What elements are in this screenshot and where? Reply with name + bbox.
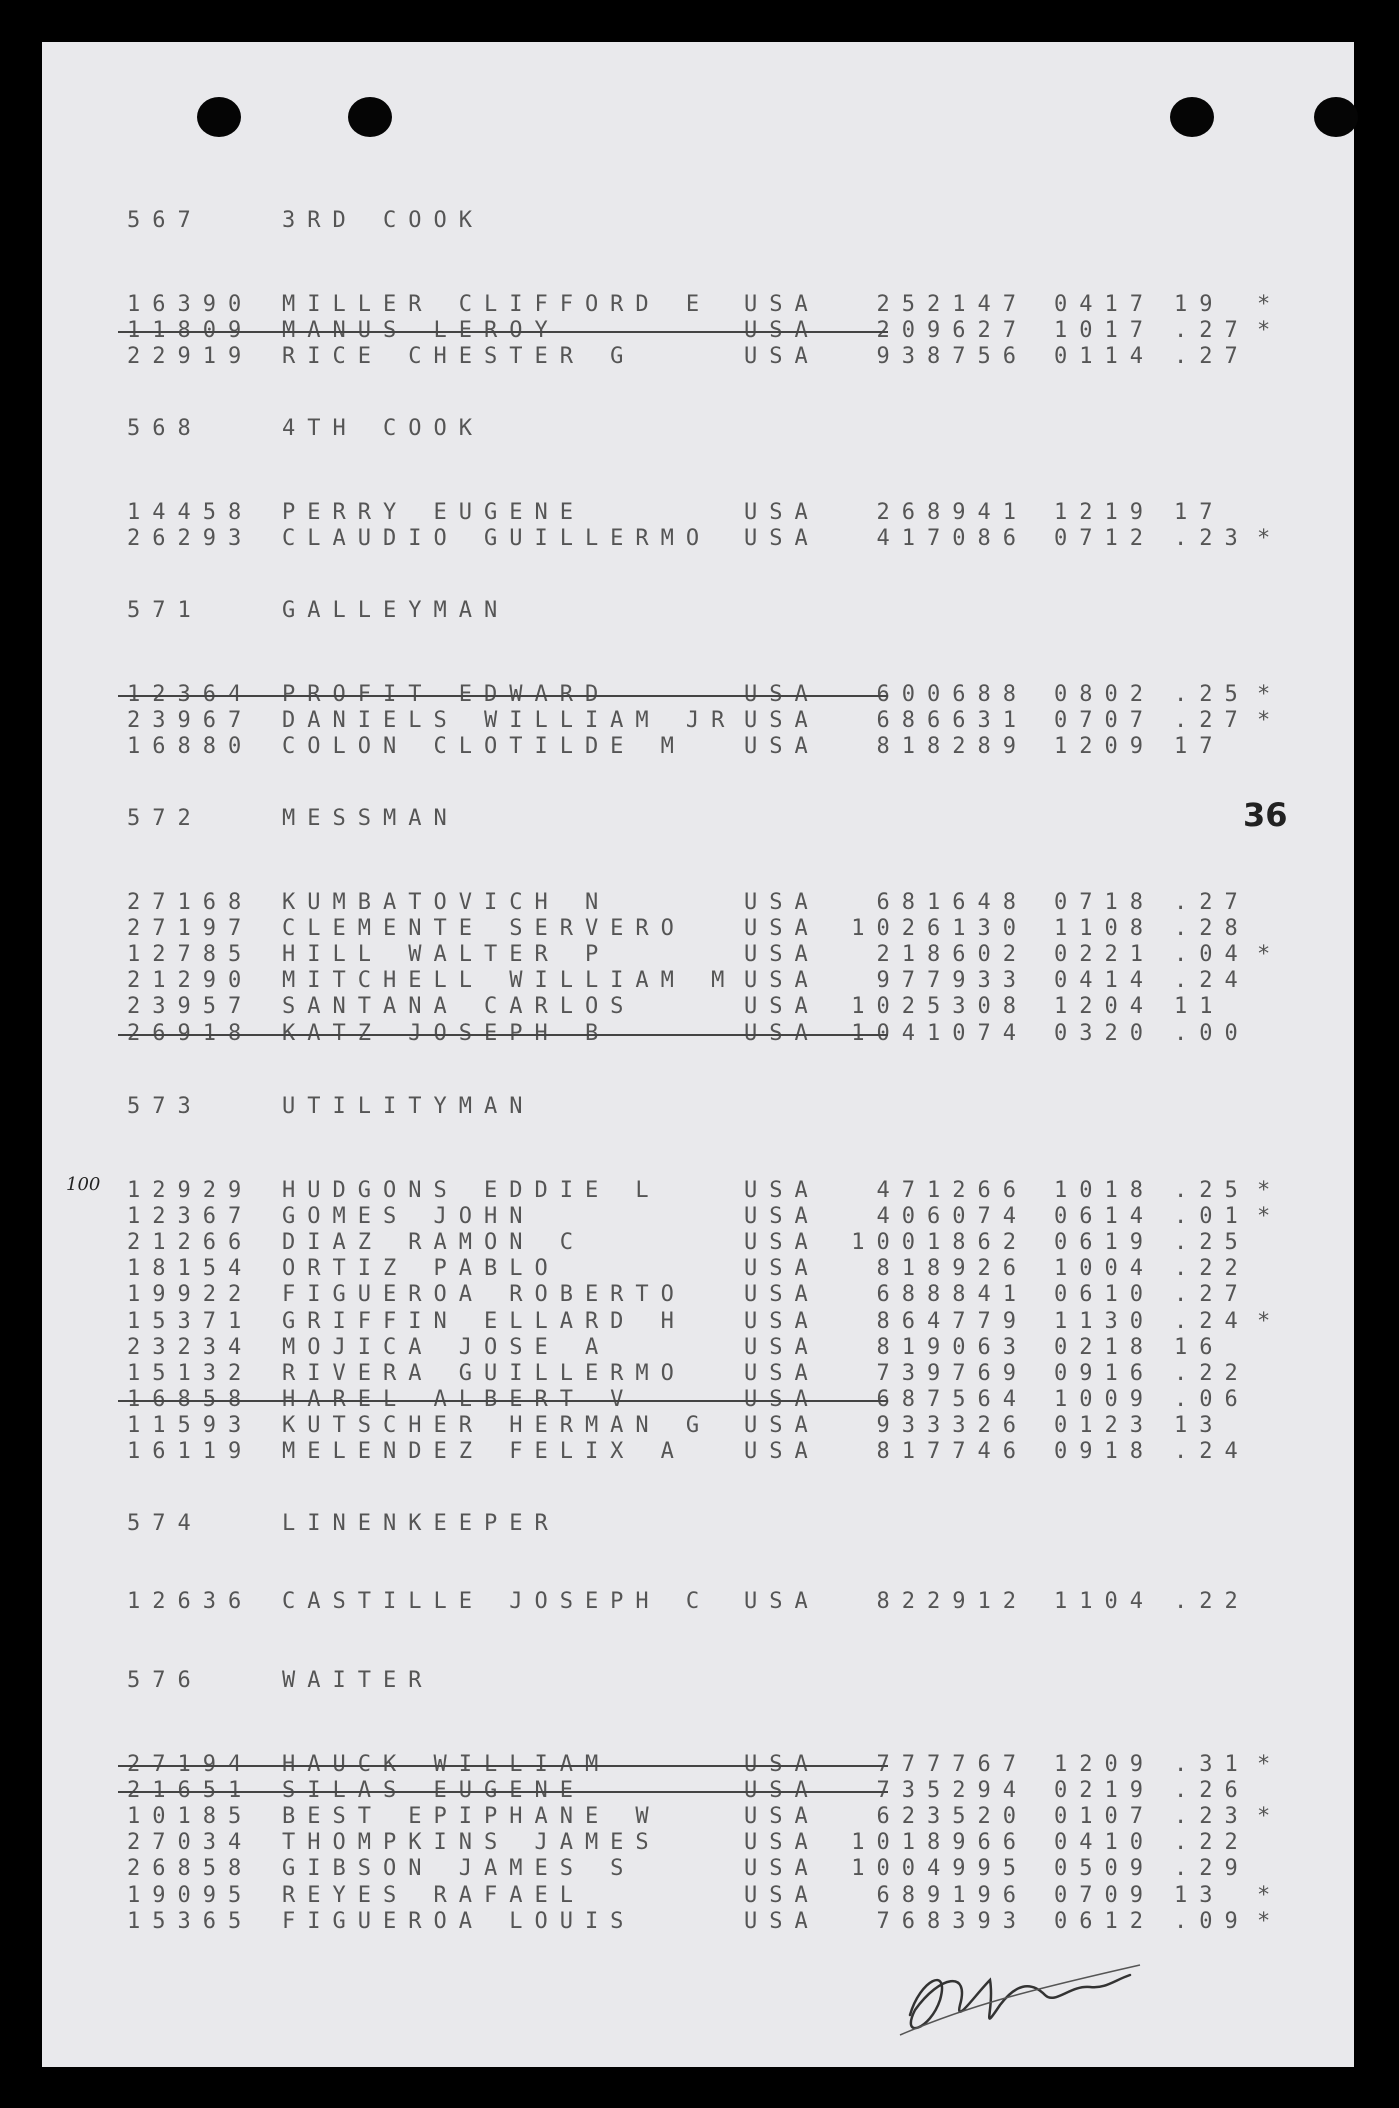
document-number: 1001862 <box>851 1230 1028 1256</box>
crew-name: GRIFFIN ELLARD H <box>282 1308 686 1334</box>
date-code: 0107 <box>1054 1804 1155 1830</box>
crew-name: HILL WALTER P <box>282 942 611 968</box>
rate: .27 <box>1174 890 1250 915</box>
asterisk-mark: * <box>1257 708 1283 734</box>
section-code: 576 <box>127 1668 203 1693</box>
crew-name: MANUS LEROY <box>282 318 560 344</box>
crew-id: 27194 <box>127 1752 254 1777</box>
section-code: 573 <box>127 1094 203 1119</box>
document-number: 1025308 <box>851 994 1028 1020</box>
date-code: 0612 <box>1054 1908 1155 1934</box>
crew-name: SANTANA CARLOS <box>282 994 636 1020</box>
document-number: 777767 <box>876 1752 1028 1777</box>
crew-id: 10185 <box>127 1804 254 1830</box>
crew-id: 11593 <box>127 1412 254 1438</box>
date-code: 0414 <box>1054 968 1155 994</box>
crew-name: PROFIT EDWARD <box>282 682 611 707</box>
crew-name: CLAUDIO GUILLERMO <box>282 526 712 552</box>
section-title: WAITER <box>282 1668 434 1693</box>
date-code: 1004 <box>1054 1256 1155 1282</box>
date-code: 0219 <box>1054 1778 1155 1804</box>
crew-name: SILAS EUGENE <box>282 1778 585 1804</box>
crew-name: FIGUEROA LOUIS <box>282 1908 636 1934</box>
citizenship: USA <box>744 1752 820 1777</box>
rate: 11 <box>1174 994 1225 1020</box>
citizenship: USA <box>744 968 820 994</box>
crew-id: 26293 <box>127 526 254 552</box>
citizenship: USA <box>744 1256 820 1282</box>
citizenship: USA <box>744 1178 820 1203</box>
date-code: 1108 <box>1054 916 1155 942</box>
citizenship: USA <box>744 1882 820 1908</box>
citizenship: USA <box>744 318 820 344</box>
citizenship: USA <box>744 890 820 915</box>
asterisk-mark: * <box>1257 1804 1283 1830</box>
section-title: UTILITYMAN <box>282 1094 535 1119</box>
document-number: 688841 <box>876 1282 1028 1308</box>
citizenship: USA <box>744 994 820 1020</box>
rate: .04 <box>1174 942 1250 968</box>
document-number: 686631 <box>876 708 1028 734</box>
rate: .09 <box>1174 1908 1250 1934</box>
crew-id: 16858 <box>127 1386 254 1412</box>
handwritten-signature <box>880 1925 1160 2045</box>
crew-id: 15132 <box>127 1360 254 1386</box>
crew-id: 19095 <box>127 1882 254 1908</box>
crew-name: PERRY EUGENE <box>282 500 585 525</box>
date-code: 1219 <box>1054 500 1155 525</box>
crew-name: GIBSON JAMES S <box>282 1856 636 1882</box>
crew-id: 21651 <box>127 1778 254 1804</box>
citizenship: USA <box>744 1386 820 1412</box>
document-number: 689196 <box>876 1882 1028 1908</box>
document-number: 417086 <box>876 526 1028 552</box>
crew-name: FIGUEROA ROBERTO <box>282 1282 686 1308</box>
crew-name: KATZ JOSEPH B <box>282 1020 611 1046</box>
document-number: 471266 <box>876 1178 1028 1203</box>
citizenship: USA <box>744 1360 820 1386</box>
section-title: 4TH COOK <box>282 416 484 441</box>
asterisk-mark: * <box>1257 1308 1283 1334</box>
crew-name: CLEMENTE SERVERO <box>282 916 686 942</box>
document-number: 252147 <box>876 292 1028 317</box>
rate: .26 <box>1174 1778 1250 1804</box>
crew-id: 14458 <box>127 500 254 525</box>
citizenship: USA <box>744 708 820 734</box>
date-code: 0221 <box>1054 942 1155 968</box>
rate: .22 <box>1174 1360 1250 1386</box>
asterisk-mark: * <box>1257 526 1283 552</box>
crew-name: RIVERA GUILLERMO <box>282 1360 686 1386</box>
citizenship: USA <box>744 1856 820 1882</box>
rate: .24 <box>1174 1439 1250 1464</box>
asterisk-mark: * <box>1257 1882 1283 1908</box>
date-code: 1104 <box>1054 1589 1155 1614</box>
rate: .23 <box>1174 526 1250 552</box>
date-code: 0614 <box>1054 1204 1155 1230</box>
section-code: 567 <box>127 208 203 233</box>
rate: .22 <box>1174 1256 1250 1282</box>
citizenship: USA <box>744 1020 820 1046</box>
crew-name: REYES RAFAEL <box>282 1882 585 1908</box>
citizenship: USA <box>744 1439 820 1464</box>
citizenship: USA <box>744 500 820 525</box>
date-code: 1209 <box>1054 734 1155 760</box>
crew-name: CASTILLE JOSEPH C <box>282 1589 712 1614</box>
asterisk-mark: * <box>1257 682 1283 707</box>
crew-id: 11809 <box>127 318 254 344</box>
rate: .23 <box>1174 1804 1250 1830</box>
citizenship: USA <box>744 1204 820 1230</box>
crew-id: 21290 <box>127 968 254 994</box>
document-number: 218602 <box>876 942 1028 968</box>
rate: 13 <box>1174 1412 1225 1438</box>
date-code: 0707 <box>1054 708 1155 734</box>
document-number: 818926 <box>876 1256 1028 1282</box>
crew-id: 23957 <box>127 994 254 1020</box>
asterisk-mark: * <box>1257 942 1283 968</box>
asterisk-mark: * <box>1257 1178 1283 1203</box>
document-number: 818289 <box>876 734 1028 760</box>
rate: 17 <box>1174 734 1225 760</box>
document-number: 600688 <box>876 682 1028 707</box>
crew-name: HUDGONS EDDIE L <box>282 1178 661 1203</box>
crew-id: 27197 <box>127 916 254 942</box>
date-code: 0918 <box>1054 1439 1155 1464</box>
section-title: MESSMAN <box>282 806 459 831</box>
crew-name: MITCHELL WILLIAM M <box>282 968 737 994</box>
rate: .29 <box>1174 1856 1250 1882</box>
crew-id: 16880 <box>127 734 254 760</box>
document-number: 209627 <box>876 318 1028 344</box>
crew-id: 23234 <box>127 1334 254 1360</box>
citizenship: USA <box>744 1412 820 1438</box>
date-code: 0916 <box>1054 1360 1155 1386</box>
crew-id: 19922 <box>127 1282 254 1308</box>
crew-name: RICE CHESTER G <box>282 344 636 370</box>
section-code: 574 <box>127 1511 203 1536</box>
citizenship: USA <box>744 1778 820 1804</box>
date-code: 0417 <box>1054 292 1155 317</box>
section-code: 572 <box>127 806 203 831</box>
rate: .24 <box>1174 968 1250 994</box>
crew-id: 12636 <box>127 1589 254 1614</box>
date-code: 0114 <box>1054 344 1155 370</box>
crew-id: 12364 <box>127 682 254 707</box>
rate: .31 <box>1174 1752 1250 1777</box>
rate: .27 <box>1174 1282 1250 1308</box>
rate: .25 <box>1174 682 1250 707</box>
crew-name: MOJICA JOSE A <box>282 1334 611 1360</box>
rate: .27 <box>1174 344 1250 370</box>
crew-name: THOMPKINS JAMES <box>282 1830 661 1856</box>
crew-id: 12929 <box>127 1178 254 1203</box>
rate: 19 <box>1174 292 1225 317</box>
date-code: 0718 <box>1054 890 1155 915</box>
document-number: 406074 <box>876 1204 1028 1230</box>
rate: 13 <box>1174 1882 1225 1908</box>
crew-id: 12367 <box>127 1204 254 1230</box>
rate: .01 <box>1174 1204 1250 1230</box>
citizenship: USA <box>744 942 820 968</box>
date-code: 1017 <box>1054 318 1155 344</box>
date-code: 0619 <box>1054 1230 1155 1256</box>
crew-name: HAREL ALBERT V <box>282 1386 636 1412</box>
citizenship: USA <box>744 682 820 707</box>
crew-id: 18154 <box>127 1256 254 1282</box>
margin-handwritten-note: 100 <box>66 1174 101 1195</box>
document-number: 977933 <box>876 968 1028 994</box>
crew-name: GOMES JOHN <box>282 1204 535 1230</box>
date-code: 0509 <box>1054 1856 1155 1882</box>
crew-id: 23967 <box>127 708 254 734</box>
document-number: 1018966 <box>851 1830 1028 1856</box>
asterisk-mark: * <box>1257 318 1283 344</box>
crew-id: 15365 <box>127 1908 254 1934</box>
crew-id: 27034 <box>127 1830 254 1856</box>
document-number: 933326 <box>876 1412 1028 1438</box>
rate: .25 <box>1174 1230 1250 1256</box>
document-number: 864779 <box>876 1308 1028 1334</box>
crew-name: MELENDEZ FELIX A <box>282 1439 686 1464</box>
asterisk-mark: * <box>1257 1752 1283 1777</box>
citizenship: USA <box>744 916 820 942</box>
date-code: 1130 <box>1054 1308 1155 1334</box>
citizenship: USA <box>744 1308 820 1334</box>
date-code: 0123 <box>1054 1412 1155 1438</box>
rate: .24 <box>1174 1308 1250 1334</box>
section-code: 568 <box>127 416 203 441</box>
rate: .00 <box>1174 1020 1250 1046</box>
document-number: 681648 <box>876 890 1028 915</box>
section-title: GALLEYMAN <box>282 598 510 623</box>
document-number: 1004995 <box>851 1856 1028 1882</box>
citizenship: USA <box>744 1334 820 1360</box>
rate: 16 <box>1174 1334 1225 1360</box>
crew-name: HAUCK WILLIAM <box>282 1752 611 1777</box>
crew-name: COLON CLOTILDE M <box>282 734 686 760</box>
crew-name: BEST EPIPHANE W <box>282 1804 661 1830</box>
citizenship: USA <box>744 292 820 317</box>
rate: .22 <box>1174 1589 1250 1614</box>
crew-id: 26858 <box>127 1856 254 1882</box>
document-number: 819063 <box>876 1334 1028 1360</box>
citizenship: USA <box>744 1589 820 1614</box>
crew-name: DANIELS WILLIAM JR <box>282 708 737 734</box>
citizenship: USA <box>744 344 820 370</box>
date-code: 0709 <box>1054 1882 1155 1908</box>
citizenship: USA <box>744 1908 820 1934</box>
crew-id: 16119 <box>127 1439 254 1464</box>
rate: .22 <box>1174 1830 1250 1856</box>
date-code: 0320 <box>1054 1020 1155 1046</box>
crew-id: 15371 <box>127 1308 254 1334</box>
asterisk-mark: * <box>1257 1908 1283 1934</box>
rate: .27 <box>1174 318 1250 344</box>
date-code: 0802 <box>1054 682 1155 707</box>
document-number: 938756 <box>876 344 1028 370</box>
date-code: 1209 <box>1054 1752 1155 1777</box>
document-number: 822912 <box>876 1589 1028 1614</box>
date-code: 0410 <box>1054 1830 1155 1856</box>
crew-name: ORTIZ PABLO <box>282 1256 560 1282</box>
crew-id: 27168 <box>127 890 254 915</box>
citizenship: USA <box>744 1830 820 1856</box>
document-number: 817746 <box>876 1439 1028 1464</box>
crew-name: DIAZ RAMON C <box>282 1230 585 1256</box>
rate: .27 <box>1174 708 1250 734</box>
crew-name: KUTSCHER HERMAN G <box>282 1412 712 1438</box>
asterisk-mark: * <box>1257 1204 1283 1230</box>
date-code: 0712 <box>1054 526 1155 552</box>
date-code: 1204 <box>1054 994 1155 1020</box>
document-number: 268941 <box>876 500 1028 525</box>
rate: 17 <box>1174 500 1225 525</box>
document-number: 768393 <box>876 1908 1028 1934</box>
citizenship: USA <box>744 734 820 760</box>
date-code: 1009 <box>1054 1386 1155 1412</box>
section-title: LINENKEEPER <box>282 1511 560 1536</box>
section-title: 3RD COOK <box>282 208 484 233</box>
document-number: 1041074 <box>851 1020 1028 1046</box>
crew-id: 26918 <box>127 1020 254 1046</box>
date-code: 0610 <box>1054 1282 1155 1308</box>
crew-id: 16390 <box>127 292 254 317</box>
date-code: 0218 <box>1054 1334 1155 1360</box>
citizenship: USA <box>744 1282 820 1308</box>
crew-name: MILLER CLIFFORD E <box>282 292 712 317</box>
citizenship: USA <box>744 1804 820 1830</box>
document-number: 739769 <box>876 1360 1028 1386</box>
asterisk-mark: * <box>1257 292 1283 317</box>
document-number: 687564 <box>876 1386 1028 1412</box>
page-number: 36 <box>1243 796 1288 834</box>
document-number: 1026130 <box>851 916 1028 942</box>
rate: .28 <box>1174 916 1250 942</box>
crew-id: 12785 <box>127 942 254 968</box>
crew-name: KUMBATOVICH N <box>282 890 611 915</box>
date-code: 1018 <box>1054 1178 1155 1203</box>
section-code: 571 <box>127 598 203 623</box>
rate: .06 <box>1174 1386 1250 1412</box>
citizenship: USA <box>744 1230 820 1256</box>
crew-id: 22919 <box>127 344 254 370</box>
citizenship: USA <box>744 526 820 552</box>
document-number: 623520 <box>876 1804 1028 1830</box>
rate: .25 <box>1174 1178 1250 1203</box>
document-number: 735294 <box>876 1778 1028 1804</box>
crew-id: 21266 <box>127 1230 254 1256</box>
